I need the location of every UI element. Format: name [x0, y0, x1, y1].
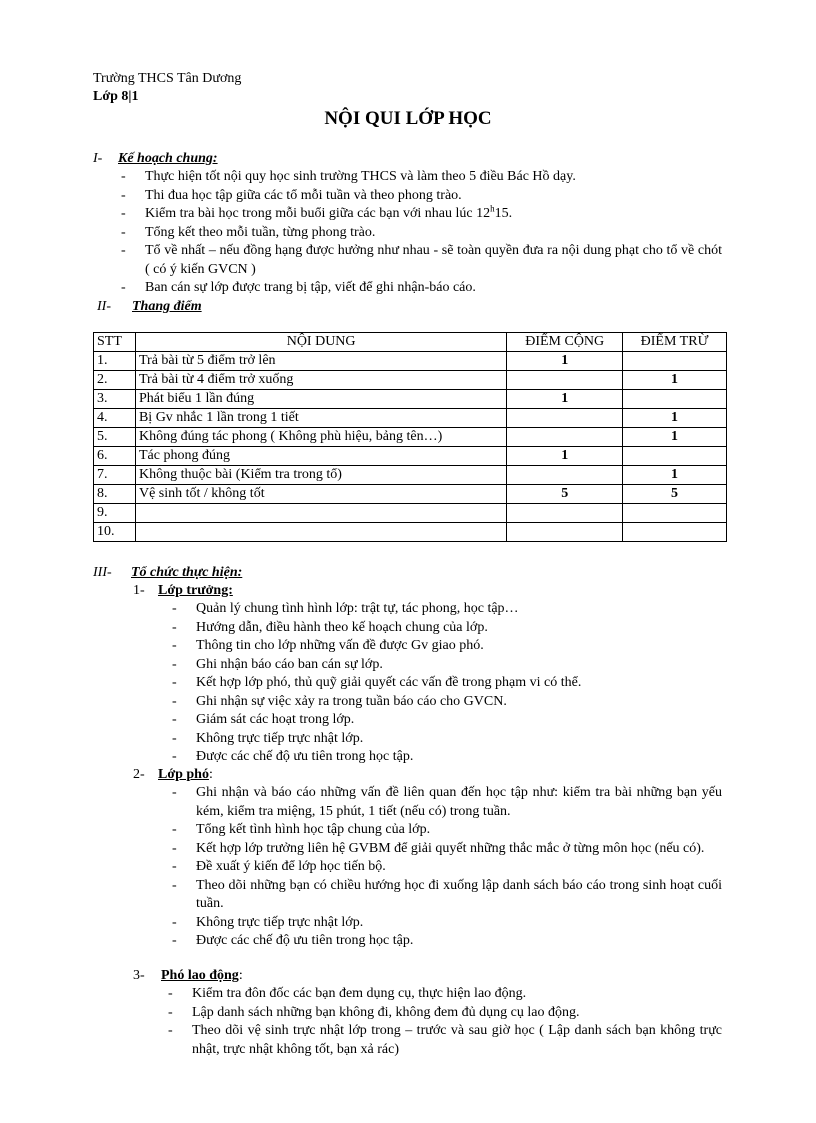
col-header-plus: ĐIỂM CỘNG: [507, 333, 623, 352]
row-stt: 2.: [94, 371, 136, 390]
sub-1-list: [172, 600, 722, 767]
row-plus: 5: [507, 485, 623, 504]
row-content: Không thuộc bài (Kiểm tra trong tổ): [135, 466, 506, 485]
section-1-number: I-: [93, 151, 103, 166]
list-item: - Tổng kết theo mỗi tuần, từng phong trào.: [121, 224, 376, 240]
sub-3-list: [168, 985, 722, 1059]
row-stt: 7.: [94, 466, 136, 485]
sub-2-list: [172, 784, 722, 951]
table-row: [94, 466, 727, 485]
list-item: - Đề xuất ý kiến để lớp học tiến bộ.: [172, 859, 386, 874]
list-item: - Kiểm tra bài học trong mỗi buổi giữa các bạn với nhau lúc 12$^h$15.: [121, 203, 513, 221]
row-stt: 4.: [94, 409, 136, 428]
list-item: - Lập danh sách những bạn không đi, không đem đủ dụng cụ lao động.: [168, 1004, 580, 1020]
row-minus: [623, 504, 727, 523]
sub-2-title: Lớp phó: [158, 767, 209, 782]
row-plus: [507, 409, 623, 428]
row-plus: [507, 523, 623, 542]
row-minus: 1: [623, 409, 727, 428]
section-3-title: Tổ chức thực hiện:: [131, 565, 243, 580]
list-item: - Không trực tiếp trực nhật lớp.: [172, 914, 364, 930]
row-minus: [623, 390, 727, 409]
row-minus: [623, 447, 727, 466]
row-minus: [623, 523, 727, 542]
row-content: Tác phong đúng: [135, 447, 506, 466]
list-item: - Ban cán sự lớp được trang bị tập, viết để ghi nhận-báo cáo.: [121, 280, 476, 295]
class-name: Lớp 8|1: [93, 89, 139, 104]
sub-2-number: 2-: [133, 767, 145, 782]
sub-1-number: 1-: [133, 583, 145, 598]
table-row: [94, 409, 727, 428]
section-1-title: Kế hoạch chung:: [118, 151, 218, 166]
table-row: [94, 428, 727, 447]
row-content: Trả bài từ 4 điểm trở xuống: [135, 371, 506, 390]
row-stt: 1.: [94, 352, 136, 371]
score-table: [93, 332, 727, 542]
row-plus: [507, 466, 623, 485]
table-row: [94, 352, 727, 371]
sub-2-heading: 2- Lớp phó:: [133, 767, 213, 782]
row-plus: [507, 371, 623, 390]
list-item: - Quản lý chung tình hình lớp: trật tự, tác phong, học tập…: [172, 601, 519, 616]
list-item: - Thi đua học tập giữa các tổ mỗi tuần và theo phong trào.: [121, 187, 462, 203]
row-content: Không đúng tác phong ( Không phù hiệu, bảng tên…): [135, 428, 506, 447]
table-row: [94, 523, 727, 542]
row-minus: [623, 352, 727, 371]
row-stt: 6.: [94, 447, 136, 466]
school-name: Trường THCS Tân Dương: [93, 71, 242, 86]
row-content: Phát biểu 1 lần đúng: [135, 390, 506, 409]
list-item: - Tổng kết tình hình học tập chung của lớp.: [172, 822, 431, 837]
list-item: - Không trực tiếp trực nhật lớp.: [172, 730, 364, 746]
row-stt: 9.: [94, 504, 136, 523]
row-stt: 5.: [94, 428, 136, 447]
table-row: [94, 485, 727, 504]
section-2-number: II-: [97, 299, 111, 314]
row-plus: [507, 428, 623, 447]
row-minus: 1: [623, 371, 727, 390]
sub-3-number: 3-: [133, 968, 145, 983]
sub-1-title: Lớp trưởng:: [158, 583, 233, 598]
list-item: - Theo dõi vệ sinh trực nhật lớp trong – trước và sau giờ học ( Lập danh sách bạn không trực nhật, trực nhật không tốt, bạn xả rác): [168, 1023, 722, 1057]
list-item: - Giám sát các hoạt trong lớp.: [172, 712, 355, 727]
row-stt: 3.: [94, 390, 136, 409]
row-content: Vệ sinh tốt / không tốt: [135, 485, 506, 504]
list-item: - Ghi nhận và báo cáo những vấn đề liên quan đến học tập như: kiểm tra bài những bạn yếu kém, kiểm tra miệng, 15 phút, 1 tiết (nếu có) trong tuần.: [172, 785, 722, 819]
table-row: [94, 390, 727, 409]
section-1-list: [121, 168, 722, 298]
list-item: - Thông tin cho lớp những vấn đề được Gv giao phó.: [172, 638, 484, 653]
col-header-minus: ĐIỂM TRỪ: [623, 333, 727, 352]
row-plus: 1: [507, 352, 623, 371]
col-header-stt: STT: [94, 333, 136, 352]
table-row: [94, 504, 727, 523]
list-item: - Được các chế độ ưu tiên trong học tập.: [172, 933, 414, 948]
section-3-heading: [93, 564, 243, 582]
list-item: - Theo dõi những bạn có chiều hướng học đi xuống lập danh sách báo cáo trong sinh hoạt cuối tuần.: [172, 877, 722, 911]
row-minus: 1: [623, 428, 727, 447]
section-1-heading: [93, 150, 218, 168]
sub-3-title: Phó lao động: [161, 968, 239, 983]
list-item: - Thực hiện tốt nội quy học sinh trường THCS và làm theo 5 điều Bác Hồ dạy.: [121, 169, 576, 184]
row-content: [135, 523, 506, 542]
col-header-content: NỘI DUNG: [135, 333, 506, 352]
table-row: [94, 447, 727, 466]
row-stt: 8.: [94, 485, 136, 504]
list-item: - Ghi nhận báo cáo ban cán sự lớp.: [172, 656, 383, 672]
row-stt: 10.: [94, 523, 136, 542]
row-content: Bị Gv nhắc 1 lần trong 1 tiết: [135, 409, 506, 428]
sub-1-heading: [133, 582, 233, 600]
row-plus: 1: [507, 390, 623, 409]
row-plus: 1: [507, 447, 623, 466]
row-minus: 5: [623, 485, 727, 504]
list-item: - Hướng dẫn, điều hành theo kế hoạch chung của lớp.: [172, 619, 488, 635]
list-item: - Được các chế độ ưu tiên trong học tập.: [172, 749, 414, 764]
row-plus: [507, 504, 623, 523]
row-content: Trả bài từ 5 điểm trở lên: [135, 352, 506, 371]
page-title: NỘI QUI LỚP HỌC: [324, 108, 492, 129]
table-header-row: [94, 333, 727, 352]
list-item: - Ghi nhận sự việc xảy ra trong tuần báo cáo cho GVCN.: [172, 693, 507, 709]
section-3-number: III-: [93, 565, 112, 580]
list-item: - Kiểm tra đôn đốc các bạn đem dụng cụ, thực hiện lao động.: [168, 986, 527, 1001]
row-content: [135, 504, 506, 523]
list-item: - Kết hợp lớp phó, thủ quỹ giải quyết các vấn đề trong phạm vi có thể.: [172, 675, 582, 690]
list-item: - Tổ về nhất – nếu đồng hạng được hưởng như nhau - sẽ toàn quyền đưa ra nội dung phạt cho tổ về chót ( có ý kiến GVCN ): [121, 243, 722, 277]
table-row: [94, 371, 727, 390]
sub-3-heading: 3- Phó lao động:: [133, 968, 243, 983]
section-2-title: Thang điểm: [132, 299, 202, 314]
row-minus: 1: [623, 466, 727, 485]
section-2-heading: [97, 298, 202, 316]
list-item: - Kết hợp lớp trưởng liên hệ GVBM để giải quyết những thắc mắc ở từng môn học (nếu có).: [172, 840, 705, 856]
